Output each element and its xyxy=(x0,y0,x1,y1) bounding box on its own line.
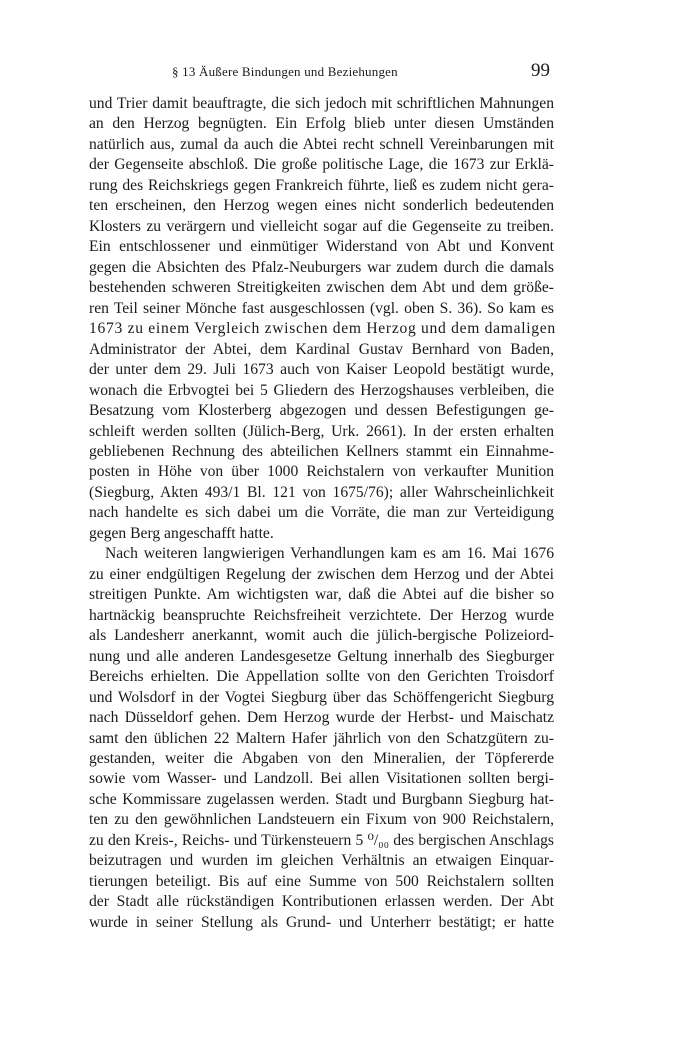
text-line: gebliebenen Rechnung des abteilichen Kellners stammt ein Einnahme- xyxy=(89,442,554,460)
text-line: samt den üblichen 22 Maltern Hafer jährlich von den Schatzgütern zu- xyxy=(89,729,554,747)
text-line: Besatzung vom Klosterberg abgezogen und dessen Befestigungen ge- xyxy=(89,402,554,420)
text-line: gegen die Absichten des Pfalz-Neuburgers war zudem durch die damals xyxy=(89,258,554,276)
text-line: schleift werden sollten (Jülich-Berg, Urk. 2661). In der ersten erhalten xyxy=(89,422,554,440)
text-line: nach handelte es sich dabei um die Vorräte, die man zur Verteidigung xyxy=(89,504,554,522)
text-line: und Trier damit beauftragte, die sich jedoch mit schriftlichen Mahnungen xyxy=(89,95,554,112)
text-line: wurde in seiner Stellung als Grund- und Unterherr bestätigt; er hatte xyxy=(89,913,554,931)
text-line: sche Kommissare zugelassen werden. Stadt und Burgbann Siegburg hat- xyxy=(89,790,554,808)
text-line: bestehenden schweren Streitigkeiten zwischen dem Abt und dem größe- xyxy=(89,279,554,297)
text-line: sowie vom Wasser- und Landzoll. Bei allen Visitationen sollten bergi- xyxy=(89,770,554,788)
text-line: und Wolsdorf in der Vogtei Siegburg über das Schöffengericht Siegburg xyxy=(89,688,554,706)
text-line: rung des Reichskriegs gegen Frankreich führte, ließ es zudem nicht gera- xyxy=(89,176,554,194)
text-line: der Gegenseite abschloß. Die große politische Lage, die 1673 zur Erklä- xyxy=(89,156,554,174)
text-line: an den Herzog begnügten. Ein Erfolg blieb unter diesen Umständen xyxy=(89,115,554,133)
paragraph-2 xyxy=(89,544,554,933)
text-line: gegen Berg angeschafft hatte. xyxy=(89,524,274,542)
running-header xyxy=(90,60,550,84)
text-line: Administrator der Abtei, dem Kardinal Gustav Bernhard von Baden, xyxy=(89,340,554,358)
text-line: der unter dem 29. Juli 1673 auch von Kaiser Leopold bestätigt wurde, xyxy=(89,361,554,379)
text-line: als Landesherr anerkannt, womit auch die jülich-bergische Polizeiord- xyxy=(89,627,554,645)
paragraph-1 xyxy=(89,94,554,544)
text-line: wonach die Erbvogtei bei 5 Gliedern des Herzogshauses verbleiben, die xyxy=(89,381,554,399)
text-line: der Stadt alle rückständigen Kontributionen erlassen werden. Der Abt xyxy=(89,893,554,911)
text-line: Bereichs erhielten. Die Appellation sollte von den Gerichten Troisdorf xyxy=(89,668,554,686)
text-line: gestanden, weiter die Abgaben von den Mineralien, der Töpfererde xyxy=(89,750,554,767)
text-line: beizutragen und wurden im gleichen Verhältnis an etwaigen Einquar- xyxy=(89,852,554,870)
text-line: posten in Höhe von über 1000 Reichstalern von verkaufter Munition xyxy=(89,463,554,481)
text-line: hartnäckig beanspruchte Reichsfreiheit verzichtete. Der Herzog wurde xyxy=(89,606,554,624)
text-line: streitigen Punkte. Am wichtigsten war, daß die Abtei auf die bisher so xyxy=(89,586,554,604)
text-line: natürlich aus, zumal da auch die Abtei recht schnell Vereinbarungen mit xyxy=(89,135,554,153)
page-number: 99 xyxy=(531,60,550,81)
text-line: nung und alle anderen Landesgesetze Geltung innerhalb des Siegburger xyxy=(89,647,554,665)
text-line: ten zu den gewöhnlichen Landsteuern ein Fixum von 900 Reichstalern, xyxy=(89,811,554,829)
text-line: 1673 zu einem Vergleich zwischen dem Herzog und dem damaligen xyxy=(89,320,556,338)
text-line: nach Düsseldorf gehen. Dem Herzog wurde der Herbst- und Maischatz xyxy=(89,709,554,727)
text-line: Ein entschlossener und einmütiger Widerstand von Abt und Konvent xyxy=(89,238,554,256)
text-line: tierungen beteiligt. Bis auf eine Summe von 500 Reichstalern sollten xyxy=(89,872,554,890)
text-line: ren Teil seiner Mönche fast ausgeschlossen (vgl. oben S. 36). So kam es xyxy=(89,299,554,317)
text-line: zu den Kreis-, Reichs- und Türkensteuern 5 ⁰/₀₀ des bergischen Anschlags xyxy=(89,831,554,849)
text-line: Nach weiteren langwierigen Verhandlungen kam es am 16. Mai 1676 xyxy=(105,545,554,563)
text-line: Klosters zu verärgern und vielleicht sogar auf die Gegenseite zu treiben. xyxy=(89,217,554,235)
text-line: (Siegburg, Akten 493/1 Bl. 121 von 1675/76); aller Wahrscheinlichkeit xyxy=(89,483,554,501)
running-title: § 13 Äußere Bindungen und Beziehungen xyxy=(172,64,398,79)
text-line: ten erscheinen, den Herzog wegen eines nicht sonderlich bedeutenden xyxy=(89,197,554,215)
text-line: zu einer endgültigen Regelung der zwischen dem Herzog und der Abtei xyxy=(89,565,554,583)
body-text xyxy=(89,94,554,933)
